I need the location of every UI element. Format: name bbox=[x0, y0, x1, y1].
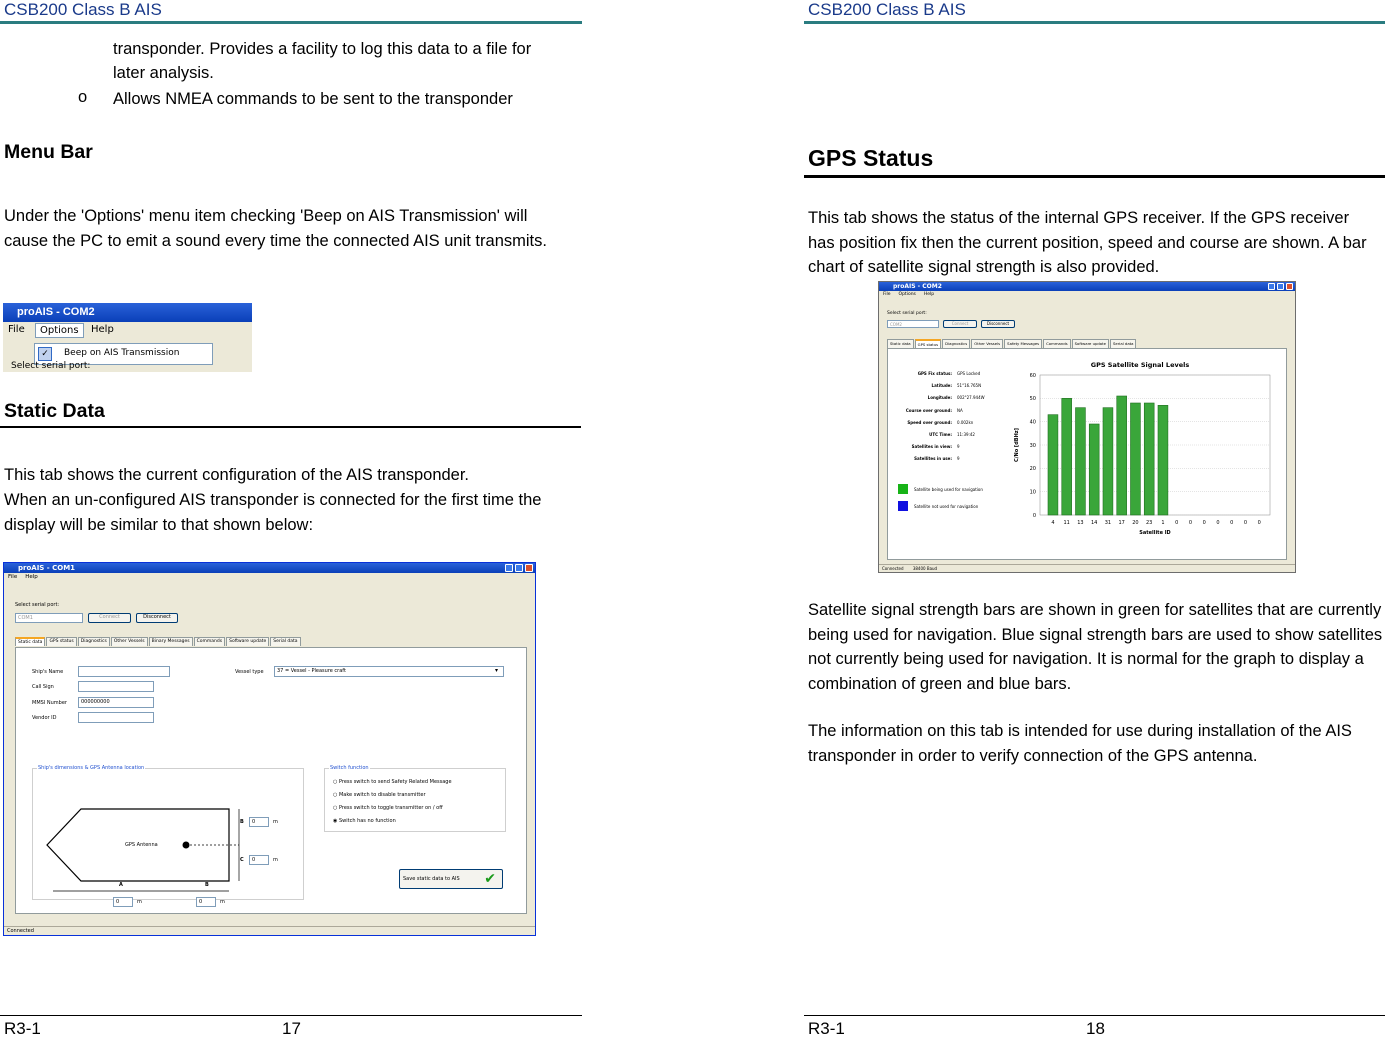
gps-antenna-label: GPS Antenna bbox=[125, 842, 158, 848]
serial-port-label: Select serial port: bbox=[11, 361, 91, 371]
page-header: CSB200 Class B AIS bbox=[808, 0, 966, 19]
y-tick-label: 0 bbox=[1032, 512, 1036, 519]
y-tick-label: 40 bbox=[1029, 419, 1036, 426]
static-data-heading: Static Data bbox=[4, 400, 105, 422]
menu-file[interactable]: File bbox=[8, 324, 25, 335]
dim-b2-unit: m bbox=[220, 899, 225, 905]
bullet-text: Allows NMEA commands to be sent to the transponder bbox=[113, 90, 513, 108]
gps-status-panel bbox=[887, 348, 1287, 560]
close-icon[interactable] bbox=[525, 564, 533, 572]
x-tick-label: 14 bbox=[1091, 520, 1098, 526]
legend-blue-label: Satellite not used for navigation bbox=[914, 504, 979, 509]
gps-row-label: Satellites in view: bbox=[911, 444, 952, 450]
gps-tab-4[interactable]: Safety Messages bbox=[1004, 339, 1042, 348]
legend-green-label: Satellite being used for navigation bbox=[914, 487, 983, 492]
menu-file[interactable]: File bbox=[883, 292, 891, 297]
dim-c-input[interactable]: 0 bbox=[249, 855, 269, 865]
x-tick-label: 0 bbox=[1175, 520, 1179, 526]
window-title: proAIS - COM2 bbox=[3, 303, 252, 322]
gps-status-screenshot bbox=[878, 281, 1296, 573]
bar bbox=[1158, 405, 1168, 515]
menu-bar-text: Under the 'Options' menu item checking 'Beep on AIS Transmission' will cause the PC to emit a sound every time the connected AIS unit transmits. bbox=[4, 207, 547, 250]
vessel-type-label: Vessel type bbox=[235, 669, 264, 675]
static-tab-5[interactable]: Commands bbox=[194, 637, 225, 646]
switch-option-4[interactable]: ◉ Switch has no function bbox=[333, 818, 396, 824]
gps-row-value: 9 bbox=[957, 444, 960, 450]
left-page bbox=[0, 0, 582, 1036]
dimensions-group-title: Ship's dimensions & GPS Antenna location bbox=[38, 765, 145, 771]
footer-left: R3-1 bbox=[4, 1019, 41, 1038]
ships-name-input[interactable] bbox=[78, 666, 170, 677]
switch-option-1[interactable]: ○ Press switch to send Safety Related Message bbox=[333, 779, 452, 785]
gps-row-label: Longitude: bbox=[927, 395, 952, 401]
menu-help[interactable]: Help bbox=[923, 292, 935, 297]
gps-row-value: 0.002kn bbox=[957, 419, 974, 425]
header-rule bbox=[804, 21, 1385, 24]
call-sign-input[interactable] bbox=[78, 681, 154, 692]
gps-row-value: GPS Locked bbox=[957, 371, 981, 376]
mmsi-label: MMSI Number bbox=[32, 700, 67, 706]
window-title bbox=[4, 563, 535, 573]
footer-rule bbox=[0, 1015, 582, 1016]
disconnect-button[interactable]: Disconnect bbox=[136, 613, 178, 623]
static-tab-3[interactable]: Other Vessels bbox=[111, 637, 148, 646]
menu-help[interactable]: Help bbox=[91, 324, 114, 335]
y-tick-label: 30 bbox=[1029, 442, 1036, 449]
window-title bbox=[879, 282, 1295, 291]
y-axis-label: C/No [dBHz] bbox=[1014, 428, 1020, 462]
disconnect-button[interactable]: Disconnect bbox=[981, 320, 1015, 328]
window-title-text: proAIS - COM1 bbox=[18, 564, 76, 572]
minimize-icon[interactable] bbox=[1268, 283, 1275, 290]
switch-option-3[interactable]: ○ Press switch to toggle transmitter on / off bbox=[333, 805, 443, 811]
serial-port-label: Select serial port: bbox=[15, 602, 60, 608]
gps-row-value: 002°27.944W bbox=[957, 395, 985, 401]
x-tick-label: 4 bbox=[1051, 520, 1055, 526]
dimensions-group bbox=[32, 765, 304, 905]
gps-tab-2[interactable]: Diagnostics bbox=[942, 339, 970, 348]
bar bbox=[1076, 408, 1086, 515]
vendor-id-input[interactable] bbox=[78, 712, 154, 723]
serial-port-label: Select serial port: bbox=[887, 311, 927, 316]
gps-tab-7[interactable]: Serial data bbox=[1110, 339, 1137, 348]
y-tick-label: 60 bbox=[1029, 372, 1036, 379]
gps-row-label: Speed over ground: bbox=[907, 419, 952, 425]
page-number: 18 bbox=[1086, 1019, 1105, 1038]
bar bbox=[1062, 398, 1072, 515]
x-tick-label: 31 bbox=[1104, 520, 1112, 526]
vessel-type-select[interactable]: 37 = Vessel - Pleasure craft bbox=[274, 666, 504, 677]
ship-outline-diagram bbox=[33, 769, 303, 899]
close-icon[interactable] bbox=[1286, 283, 1293, 290]
x-tick-label: 0 bbox=[1243, 520, 1248, 526]
switch-option-2[interactable]: ○ Make switch to disable transmitter bbox=[333, 792, 426, 798]
static-text-1: This tab shows the current configuration of the AIS transponder. bbox=[4, 466, 470, 484]
intro-line-2: later analysis. bbox=[113, 64, 214, 82]
gps-row-label: Satellites in use: bbox=[914, 456, 952, 462]
legend-green-swatch bbox=[898, 484, 908, 494]
x-tick-label: 11 bbox=[1063, 520, 1070, 526]
satellite-signal-chart bbox=[1000, 355, 1280, 545]
maximize-icon[interactable] bbox=[515, 564, 523, 572]
x-axis-label: Satellite ID bbox=[1139, 530, 1171, 536]
menu-bar-heading: Menu Bar bbox=[4, 141, 93, 163]
dim-c-label: C bbox=[240, 857, 244, 863]
heading-rule bbox=[804, 175, 1385, 178]
dim-b2-input[interactable]: 0 bbox=[196, 897, 216, 907]
gps-row-value: 11:39:42 bbox=[957, 432, 975, 437]
switch-option-3-label: Press switch to toggle transmitter on / off bbox=[338, 805, 443, 811]
page-number: 17 bbox=[282, 1019, 301, 1038]
chart-title: GPS Satellite Signal Levels bbox=[1090, 361, 1190, 369]
gps-status-heading: GPS Status bbox=[808, 145, 934, 171]
dim-b-label: B bbox=[205, 882, 209, 888]
legend-blue-swatch bbox=[898, 501, 908, 511]
x-tick-label: 0 bbox=[1257, 520, 1261, 526]
switch-function-group bbox=[324, 765, 506, 832]
header-rule bbox=[0, 21, 582, 24]
dim-a-label: A bbox=[119, 882, 123, 888]
call-sign-label: Call Sign bbox=[32, 684, 54, 690]
gps-tab-5[interactable]: Commands bbox=[1043, 339, 1071, 348]
save-button-label: Save static data to AIS bbox=[403, 876, 460, 882]
dim-c-unit: m bbox=[273, 857, 278, 863]
gps-tab-3[interactable]: Other Vessels bbox=[971, 339, 1003, 348]
footer-left: R3-1 bbox=[808, 1019, 845, 1038]
checkmark-icon: ✔ bbox=[484, 871, 496, 887]
check-icon: ✓ bbox=[38, 347, 52, 361]
dim-b-input[interactable]: 0 bbox=[249, 817, 269, 827]
static-tab-0[interactable]: Static data bbox=[15, 637, 45, 646]
tab-strip bbox=[887, 339, 1136, 348]
status-bar bbox=[879, 564, 1295, 572]
switch-option-2-label: Make switch to disable transmitter bbox=[338, 792, 426, 798]
connect-button[interactable]: Connect bbox=[943, 320, 977, 328]
bar bbox=[1089, 424, 1099, 515]
menu-options[interactable]: Options bbox=[898, 292, 916, 297]
status-bar: Connected bbox=[4, 926, 535, 935]
static-tab-6[interactable]: Software update bbox=[226, 637, 269, 646]
bar bbox=[1048, 415, 1058, 515]
static-tab-1[interactable]: GPS status bbox=[46, 637, 76, 646]
x-tick-label: 17 bbox=[1118, 520, 1125, 526]
port-select[interactable]: COM1 bbox=[15, 613, 83, 623]
static-tab-7[interactable]: Serial data bbox=[270, 637, 300, 646]
explain-text: Satellite signal strength bars are shown in green for satellites that are currently being used for navigation. Blue signal strength bars are used to show satellites not currently being used for navigation. It is normal for the graph to display a combination of green and blue bars. bbox=[808, 601, 1383, 693]
gps-row-value: NA bbox=[957, 407, 963, 413]
gps-text: This tab shows the status of the internal GPS receiver. If the GPS receiver has position fix then the current position, speed and course are shown. A bar chart of satellite signal strength is also provided. bbox=[808, 209, 1367, 276]
intro-line-1: transponder. Provides a facility to log this data to a file for bbox=[113, 40, 532, 58]
mmsi-input[interactable]: 000000000 bbox=[78, 697, 154, 708]
chevron-down-icon[interactable]: ▾ bbox=[495, 667, 499, 674]
switch-option-4-label: Switch has no function bbox=[338, 818, 396, 824]
bar bbox=[1103, 408, 1113, 515]
menu-help[interactable]: Help bbox=[25, 574, 38, 580]
static-text-2: When an un-configured AIS transponder is connected for the first time the display will be similar to that shown below: bbox=[4, 491, 542, 534]
minimize-icon[interactable] bbox=[505, 564, 513, 572]
dim-b-side-label: B bbox=[240, 819, 244, 825]
gps-tab-1[interactable]: GPS status bbox=[915, 339, 942, 348]
menu-bar bbox=[879, 291, 1295, 298]
static-data-panel bbox=[15, 647, 527, 914]
y-tick-label: 20 bbox=[1029, 466, 1036, 473]
footer-rule bbox=[804, 1015, 1385, 1016]
bar bbox=[1117, 396, 1127, 515]
status-text: Connected bbox=[882, 566, 904, 571]
right-page bbox=[804, 0, 1385, 1036]
bar bbox=[1144, 403, 1154, 515]
static-data-screenshot bbox=[3, 562, 536, 936]
x-tick-label: 0 bbox=[1188, 520, 1193, 526]
options-menu-screenshot bbox=[3, 303, 252, 372]
x-tick-label: 23 bbox=[1146, 520, 1153, 526]
x-tick-label: 0 bbox=[1202, 520, 1206, 526]
port-select[interactable]: COM2 bbox=[887, 320, 939, 328]
connect-button[interactable]: Connect bbox=[88, 613, 131, 623]
ships-name-label: Ship's Name bbox=[32, 669, 64, 675]
gps-tab-0[interactable]: Static data bbox=[887, 339, 914, 348]
dim-b-unit: m bbox=[273, 819, 278, 825]
static-tab-4[interactable]: Binary Messages bbox=[149, 637, 193, 646]
save-static-data-button[interactable] bbox=[399, 869, 503, 889]
gps-row-value: 51°16.765N bbox=[957, 383, 982, 389]
heading-rule bbox=[0, 426, 581, 428]
menu-item-beep[interactable]: Beep on AIS Transmission bbox=[64, 348, 180, 358]
window-title-text: proAIS - COM2 bbox=[893, 283, 942, 290]
baud-text: 38400 Baud bbox=[912, 566, 938, 571]
gps-tab-6[interactable]: Software update bbox=[1072, 339, 1109, 348]
gps-row-label: GPS Fix status: bbox=[917, 371, 952, 376]
x-tick-label: 13 bbox=[1077, 520, 1084, 526]
dim-a-unit: m bbox=[137, 899, 142, 905]
install-text: The information on this tab is intended for use during installation of the AIS transponder in order to verify connection of the GPS antenna. bbox=[808, 722, 1352, 765]
menu-bar bbox=[4, 573, 535, 581]
switch-option-1-label: Press switch to send Safety Related Message bbox=[338, 779, 452, 785]
y-tick-label: 10 bbox=[1029, 489, 1036, 496]
gps-row-label: Course over ground: bbox=[905, 407, 952, 413]
x-tick-label: 0 bbox=[1230, 520, 1234, 526]
gps-row-value: 9 bbox=[957, 456, 960, 462]
tab-strip bbox=[15, 637, 301, 646]
page-header: CSB200 Class B AIS bbox=[4, 0, 162, 19]
bar bbox=[1131, 403, 1141, 515]
menu-options[interactable]: Options bbox=[35, 323, 84, 338]
vendor-id-label: Vendor ID bbox=[32, 715, 57, 721]
y-tick-label: 50 bbox=[1029, 396, 1036, 403]
x-tick-label: 20 bbox=[1132, 520, 1139, 526]
maximize-icon[interactable] bbox=[1277, 283, 1284, 290]
gps-row-label: UTC Time: bbox=[929, 432, 952, 437]
static-tab-2[interactable]: Diagnostics bbox=[78, 637, 110, 646]
x-tick-label: 0 bbox=[1216, 520, 1220, 526]
bullet-marker: o bbox=[78, 88, 88, 106]
switch-group-title: Switch function bbox=[330, 765, 369, 771]
dim-a-input[interactable]: 0 bbox=[113, 897, 133, 907]
menu-file[interactable]: File bbox=[8, 574, 18, 580]
x-tick-label: 1 bbox=[1161, 520, 1165, 526]
gps-row-label: Latitude: bbox=[931, 383, 952, 389]
